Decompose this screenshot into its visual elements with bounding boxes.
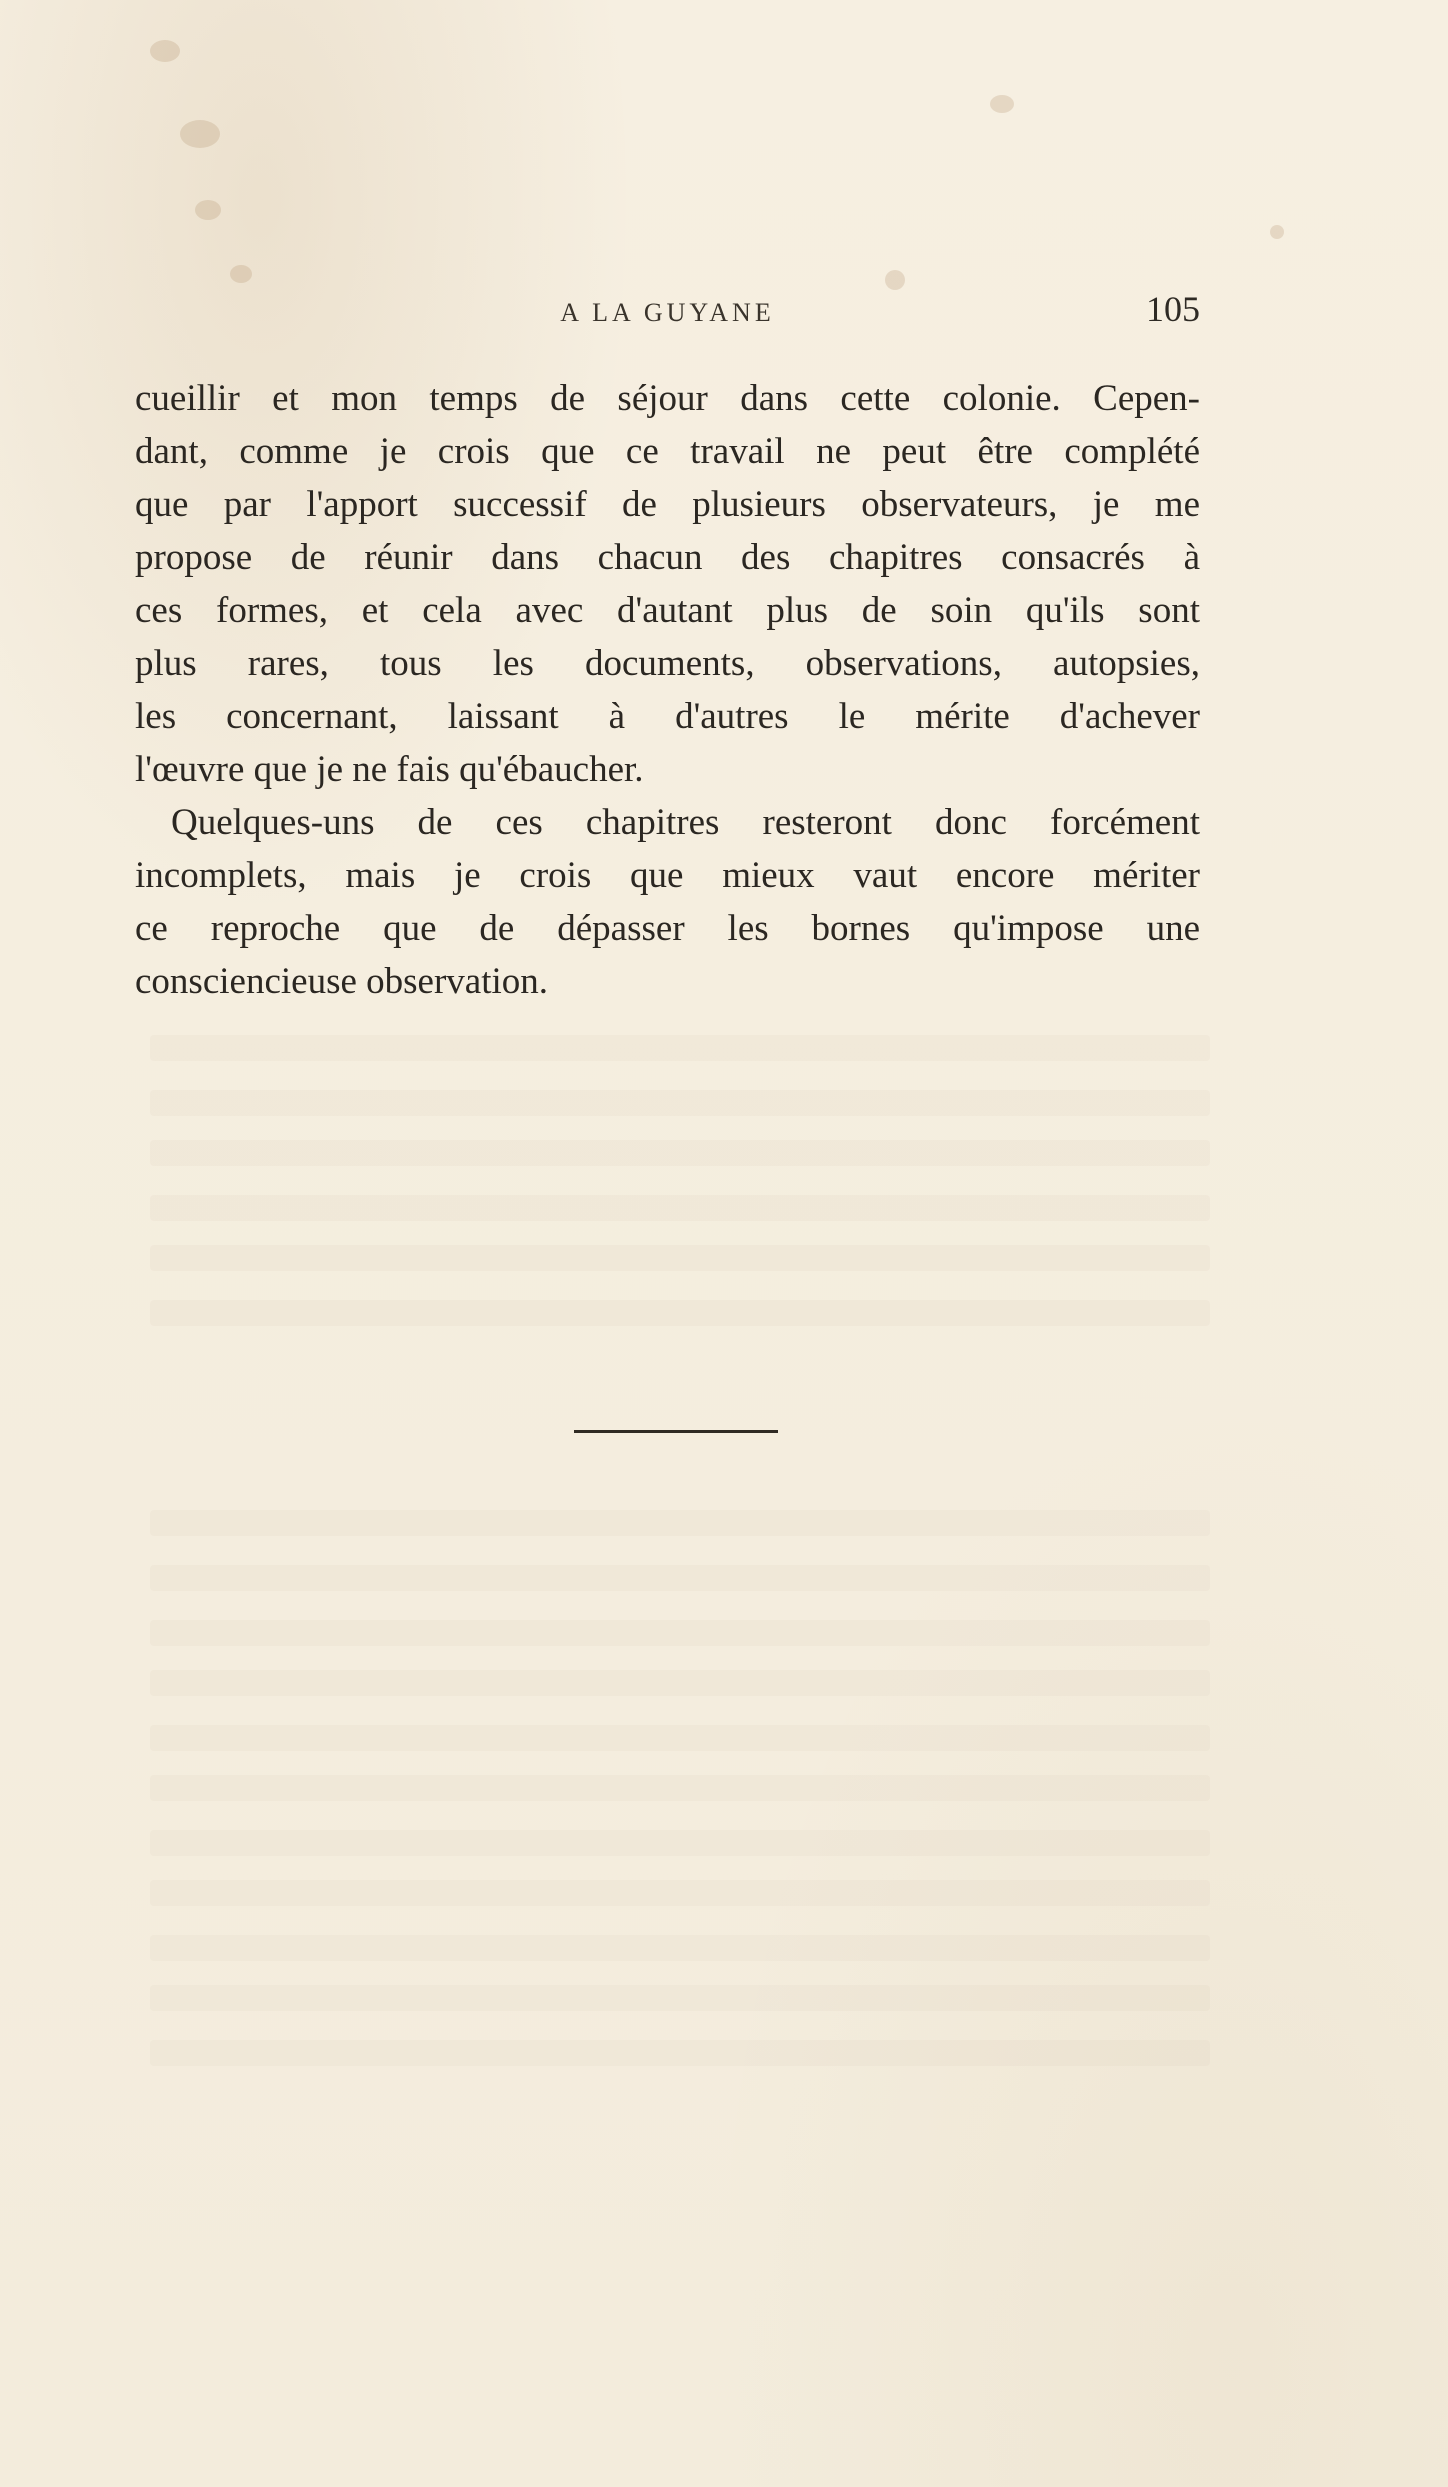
running-head [135, 288, 1200, 338]
show-through [150, 1725, 1210, 1751]
text-line: ces formes, et cela avec d'autant plus de soin qu'ils sont [135, 590, 1200, 631]
text-line: Quelques-uns de ces chapitres resteront donc forcément [171, 802, 1200, 843]
show-through [150, 2040, 1210, 2066]
text-line: cueillir et mon temps de séjour dans cette colonie. Cepen- [135, 378, 1200, 419]
foxing-stain [150, 40, 180, 62]
show-through [150, 1300, 1210, 1326]
show-through [150, 1880, 1210, 1906]
text-line: incomplets, mais je crois que mieux vaut encore mériter [135, 855, 1200, 896]
text-line: propose de réunir dans chacun des chapitres consacrés à [135, 537, 1200, 578]
show-through [150, 1670, 1210, 1696]
text-line: l'œuvre que je ne fais qu'ébaucher. [135, 749, 644, 790]
foxing-stain [180, 120, 220, 148]
running-title: A LA GUYANE [560, 298, 775, 327]
page-number: 105 [1146, 289, 1200, 329]
show-through [150, 1195, 1210, 1221]
text-line: les concernant, laissant à d'autres le mérite d'achever [135, 696, 1200, 737]
text-line: que par l'apport successif de plusieurs observateurs, je me [135, 484, 1200, 525]
body-text [135, 372, 1200, 1008]
section-end-rule [574, 1430, 778, 1433]
foxing-stain [195, 200, 221, 220]
show-through [150, 1090, 1210, 1116]
show-through [150, 1245, 1210, 1271]
show-through [150, 1775, 1210, 1801]
foxing-stain [990, 95, 1014, 113]
show-through [150, 1565, 1210, 1591]
text-line: consciencieuse observation. [135, 961, 549, 1002]
show-through [150, 1140, 1210, 1166]
show-through [150, 1985, 1210, 2011]
show-through [150, 1830, 1210, 1856]
text-line: ce reproche que de dépasser les bornes qu'impose une [135, 908, 1200, 949]
show-through [150, 1510, 1210, 1536]
show-through [150, 1035, 1210, 1061]
foxing-stain [1270, 225, 1284, 239]
text-line: dant, comme je crois que ce travail ne peut être complété [135, 431, 1200, 472]
text-line: plus rares, tous les documents, observations, autopsies, [135, 643, 1200, 684]
show-through [150, 1620, 1210, 1646]
show-through [150, 1935, 1210, 1961]
foxing-stain [885, 270, 905, 290]
foxing-stain [230, 265, 252, 283]
